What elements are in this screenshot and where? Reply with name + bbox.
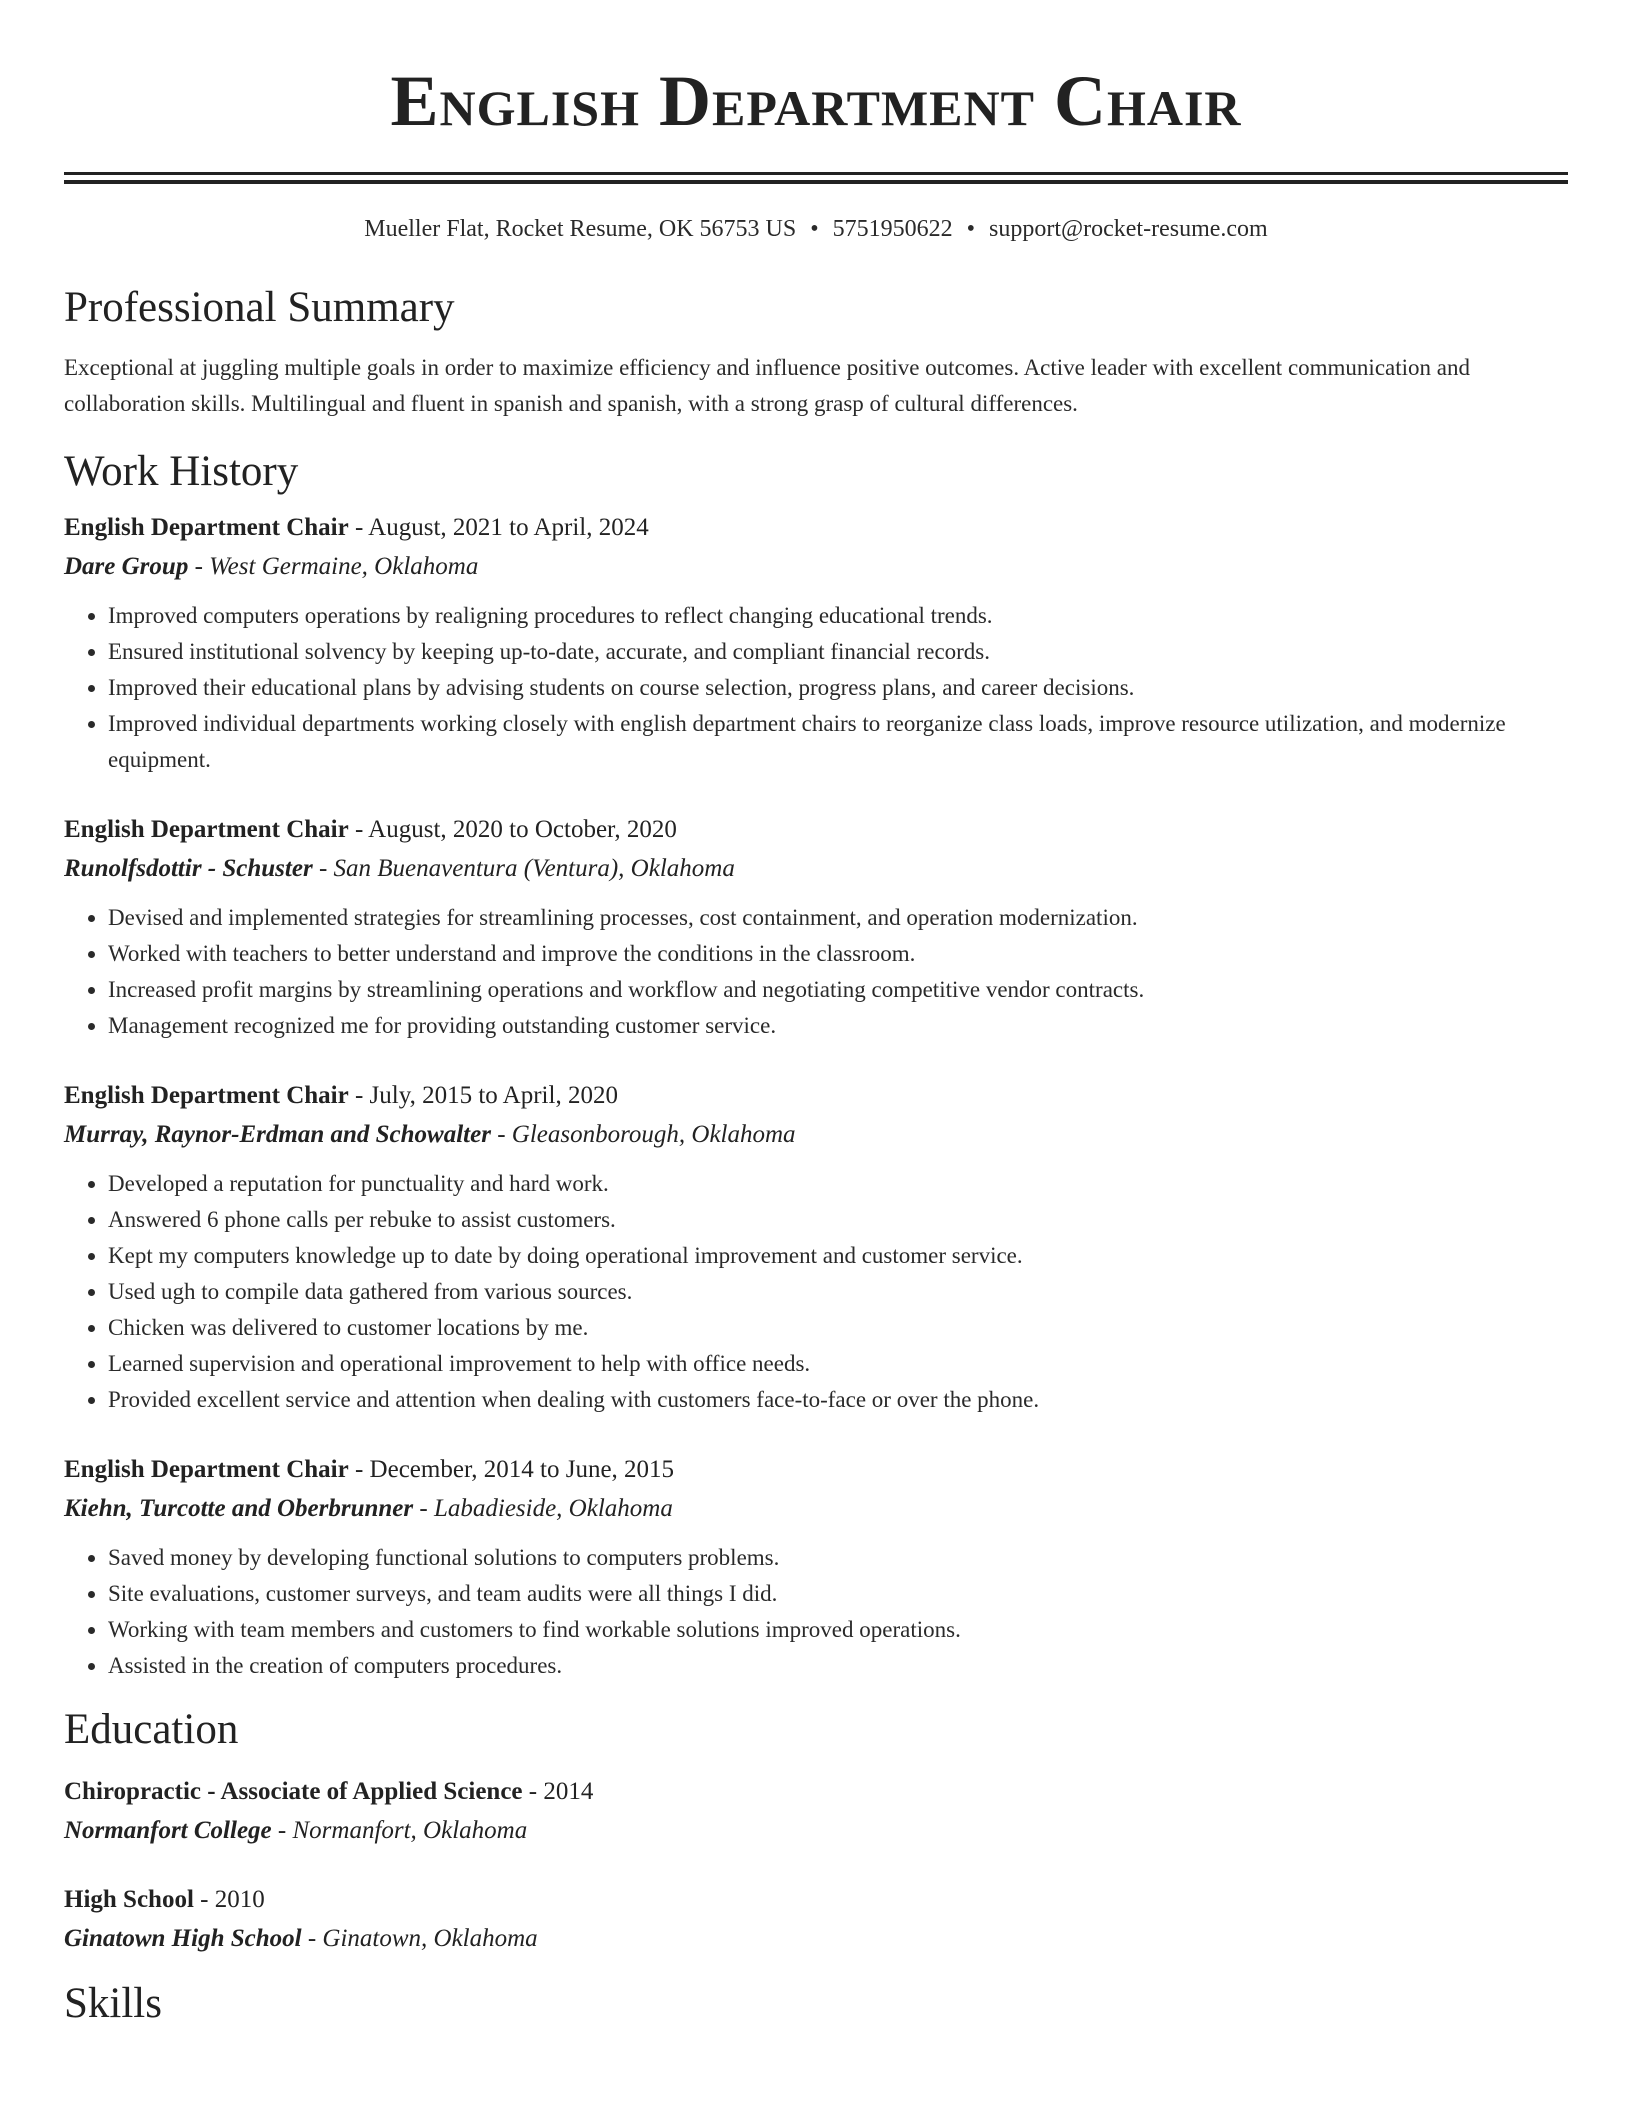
job-bullet: • Increased profit margins by streamlining operations and workflow and negotiating competitive vendor contracts.	[108, 972, 1568, 1008]
job-entry	[64, 1076, 1568, 1418]
job-dates: - August, 2021 to April, 2024	[348, 514, 649, 541]
job-title: English Department Chair	[64, 514, 349, 541]
job-bullet: • Chicken was delivered to customer locations by me.	[108, 1310, 1568, 1346]
education-school-line	[64, 1920, 1568, 1958]
job-bullet: • Assisted in the creation of computers procedures.	[108, 1648, 1568, 1684]
education-year: - 2010	[193, 1886, 265, 1913]
job-entry	[64, 508, 1568, 778]
job-bullets	[64, 900, 1568, 1044]
job-location: - Labadieside, Oklahoma	[413, 1495, 673, 1522]
title-divider	[64, 172, 1568, 184]
contact-line	[64, 214, 1568, 244]
job-bullet: • Saved money by developing functional solutions to computers problems.	[108, 1540, 1568, 1576]
education-entry	[64, 1880, 1568, 1958]
job-entry	[64, 810, 1568, 1044]
summary-text: Exceptional at juggling multiple goals in order to maximize efficiency and influence positive outcomes. Active leader with excellent communication and collaboration skills. Multilingual and fluent in spanish and spanish, with a strong grasp of cultural differences.	[64, 355, 1470, 416]
job-bullets	[64, 1540, 1568, 1684]
contact-phone: 5751950622	[832, 216, 953, 242]
contact-address: Mueller Flat, Rocket Resume, OK 56753 US	[364, 216, 797, 242]
work-history-heading: Work History	[64, 448, 299, 495]
job-title-line	[64, 1076, 1568, 1116]
job-bullet: • Site evaluations, customer surveys, and team audits were all things I did.	[108, 1576, 1568, 1612]
job-company-line	[64, 1490, 1568, 1528]
job-bullet: • Used ugh to compile data gathered from various sources.	[108, 1274, 1568, 1310]
education-school: Ginatown High School	[64, 1925, 302, 1952]
education-year: - 2014	[522, 1778, 594, 1805]
job-location: - West Germaine, Oklahoma	[188, 553, 479, 580]
job-bullet: • Ensured institutional solvency by keeping up-to-date, accurate, and compliant financial records.	[108, 634, 1568, 670]
job-bullet: • Improved individual departments working closely with english department chairs to reorganize class loads, improve resource utilization, and modernize equipment.	[108, 706, 1568, 778]
job-bullet: • Worked with teachers to better understand and improve the conditions in the classroom.	[108, 936, 1568, 972]
job-company: Murray, Raynor-Erdman and Schowalter	[64, 1121, 491, 1148]
job-bullets	[64, 1166, 1568, 1418]
job-bullet: • Management recognized me for providing outstanding customer service.	[108, 1008, 1568, 1044]
job-bullet: • Provided excellent service and attention when dealing with customers face-to-face or over the phone.	[108, 1382, 1568, 1418]
job-title-line	[64, 810, 1568, 850]
job-bullet: • Devised and implemented strategies for streamlining processes, cost containment, and operation modernization.	[108, 900, 1568, 936]
job-dates: - December, 2014 to June, 2015	[348, 1456, 675, 1483]
education-heading: Education	[64, 1706, 239, 1753]
job-bullet: • Learned supervision and operational improvement to help with office needs.	[108, 1346, 1568, 1382]
job-entry	[64, 1450, 1568, 1684]
job-bullet: • Improved their educational plans by advising students on course selection, progress plans, and career decisions.	[108, 670, 1568, 706]
job-company-line	[64, 548, 1568, 586]
job-company-line	[64, 1116, 1568, 1154]
job-title: English Department Chair	[64, 816, 349, 843]
job-bullet: • Working with team members and customers to find workable solutions improved operations.	[108, 1612, 1568, 1648]
job-company: Dare Group	[64, 553, 189, 580]
skills-heading: Skills	[64, 1980, 162, 2027]
job-location: - Gleasonborough, Oklahoma	[490, 1121, 796, 1148]
job-bullet: • Developed a reputation for punctuality and hard work.	[108, 1166, 1568, 1202]
education-location: - Normanfort, Oklahoma	[271, 1817, 528, 1844]
contact-email: support@rocket-resume.com	[989, 216, 1268, 242]
contact-separator: •	[966, 216, 976, 242]
education-school-line	[64, 1812, 1568, 1850]
education-degree: Chiropractic - Associate of Applied Science	[64, 1778, 523, 1805]
job-bullet: • Improved computers operations by realigning procedures to reflect changing educational trends.	[108, 598, 1568, 634]
job-title: English Department Chair	[64, 1082, 349, 1109]
job-title-line	[64, 508, 1568, 548]
job-bullet: • Kept my computers knowledge up to date by doing operational improvement and customer service.	[108, 1238, 1568, 1274]
education-school: Normanfort College	[64, 1817, 272, 1844]
education-degree-line	[64, 1772, 1568, 1812]
education-degree-line	[64, 1880, 1568, 1920]
job-bullet: • Answered 6 phone calls per rebuke to assist customers.	[108, 1202, 1568, 1238]
job-location: - San Buenaventura (Ventura), Oklahoma	[312, 855, 735, 882]
job-title: English Department Chair	[64, 1456, 349, 1483]
job-bullets	[64, 598, 1568, 778]
job-dates: - July, 2015 to April, 2020	[348, 1082, 618, 1109]
job-company: Kiehn, Turcotte and Oberbrunner	[64, 1495, 414, 1522]
summary-heading: Professional Summary	[64, 284, 455, 331]
education-degree: High School	[64, 1886, 194, 1913]
education-entry	[64, 1772, 1568, 1850]
resume-title: English Department Chair	[390, 61, 1242, 141]
contact-separator: •	[810, 216, 819, 242]
job-title-line	[64, 1450, 1568, 1490]
job-company: Runolfsdottir - Schuster	[64, 855, 313, 882]
education-location: - Ginatown, Oklahoma	[301, 1925, 538, 1952]
job-company-line	[64, 850, 1568, 888]
job-dates: - August, 2020 to October, 2020	[348, 816, 677, 843]
